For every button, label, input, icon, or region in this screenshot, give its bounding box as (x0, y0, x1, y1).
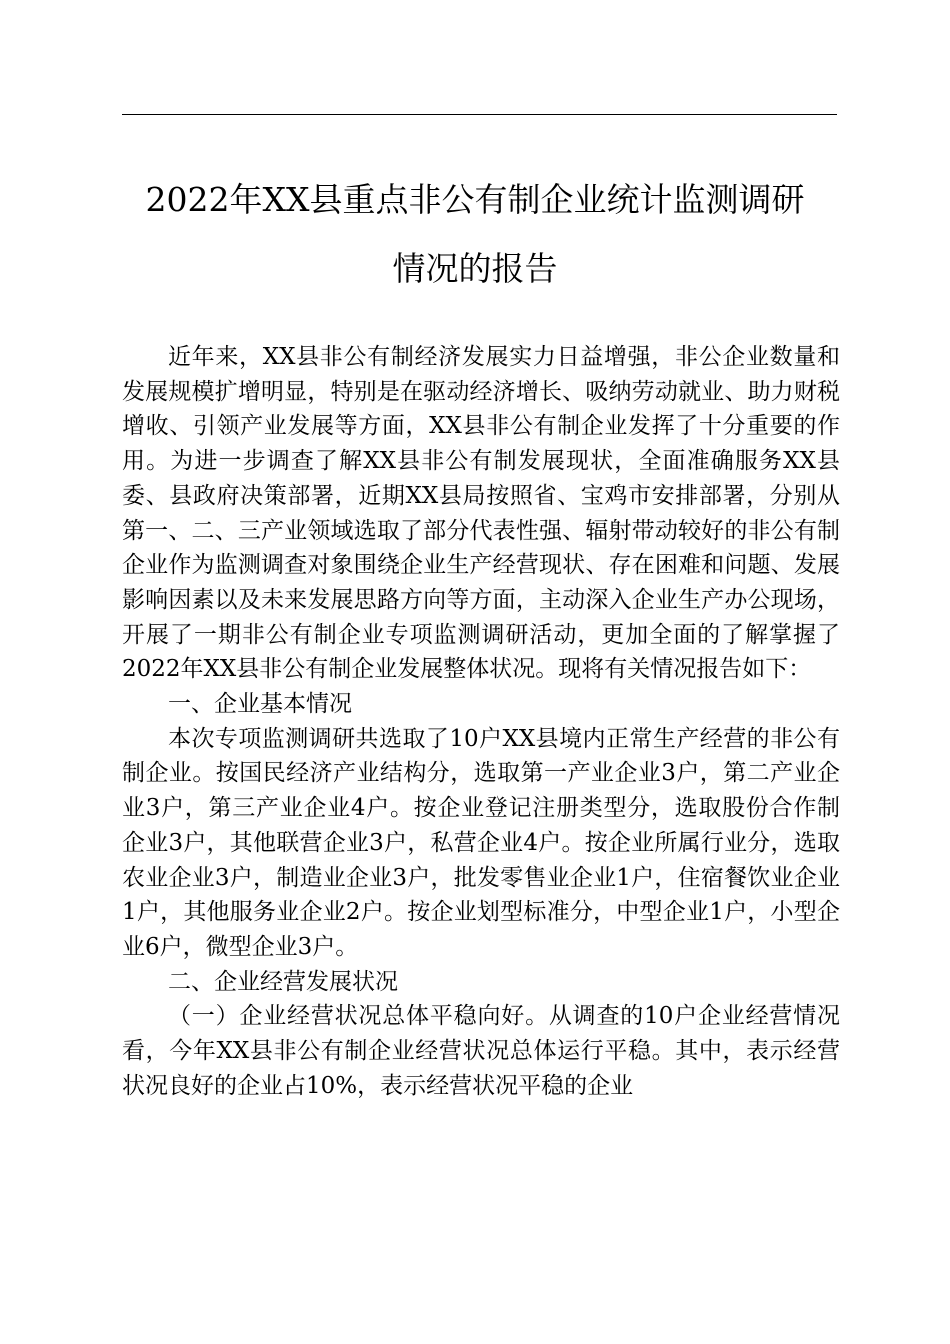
document-body (122, 340, 840, 1103)
document-title-line-2: 情况的报告 (392, 249, 558, 288)
operations-paragraph: （一）企业经营状况总体平稳向好。从调查的10户企业经营情况看，今年XX县非公有制企业经营状况总体运行平稳。其中，表示经营状况良好的企业占10%，表示经营状况平稳的企业 (122, 1003, 840, 1099)
header-rule (122, 114, 837, 115)
basic-info-paragraph: 本次专项监测调研共选取了10户XX县境内正常生产经营的非公有制企业。按国民经济产业结构分，选取第一产业企业3户，第二产业企业3户，第三产业企业4户。按企业登记注册类型分，选取股份合作制企业3户，其他联营企业3户，私营企业4户。按企业所属行业分，选取农业企业3户，制造业企业3户，批发零售业企业1户，住宿餐饮业企业1户，其他服务业企业2户。按企业划型标准分，中型企业1户，小型企业6户，微型企业3户。 (122, 725, 840, 960)
intro-paragraph: 近年来，XX县非公有制经济发展实力日益增强，非公企业数量和发展规模扩增明显，特别是在驱动经济增长、吸纳劳动就业、助力财税增收、引领产业发展等方面，XX县非公有制企业发挥了十分重要的作用。为进一步调查了解XX县非公有制发展现状，全面准确服务XX县委、县政府决策部署，近期XX县局按照省、宝鸡市安排部署，分别从第一、二、三产业领域选取了部分代表性强、辐射带动较好的非公有制企业作为监测调查对象围绕企业生产经营现状、存在困难和问题、发展影响因素以及未来发展思路方向等方面，主动深入企业生产办公现场，开展了一期非公有制企业专项监测调研活动，更加全面的了解掌握了2022年XX县非公有制企业发展整体状况。现将有关情况报告如下： (122, 344, 840, 683)
section-heading-basic-info: 一、企业基本情况 (168, 691, 352, 718)
section-heading-operations: 二、企业经营发展状况 (168, 968, 398, 995)
document-title-line-1: 2022年XX县重点非公有制企业统计监测调研 (145, 180, 805, 219)
